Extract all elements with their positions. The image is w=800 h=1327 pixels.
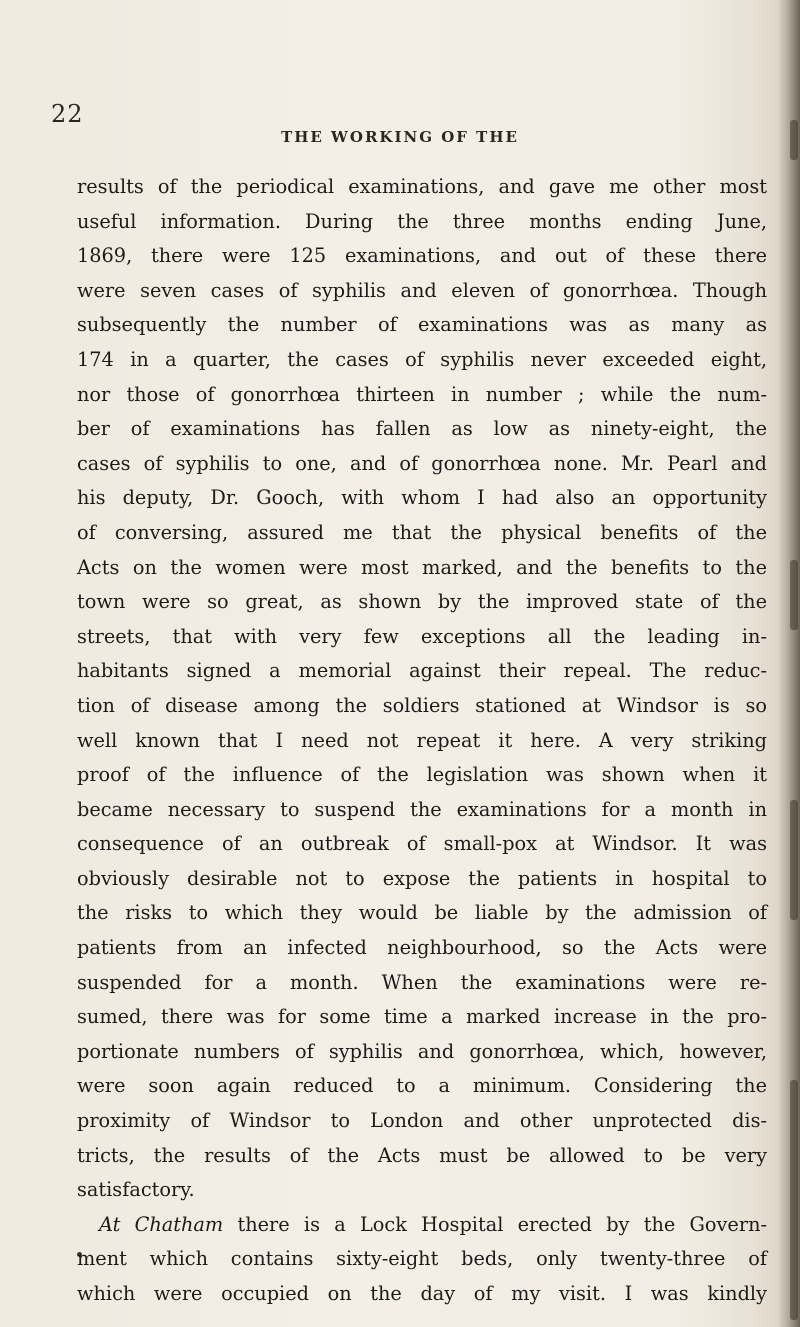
- text-line: the risks to which they would be liable by the admission of: [77, 901, 767, 925]
- text-line: habitants signed a memorial against their repeal. The reduc-: [77, 659, 767, 683]
- text-line: became necessary to suspend the examinations for a month in: [77, 797, 767, 821]
- text-line: suspended for a month. When the examinations were re-: [77, 970, 767, 994]
- text-line: well known that I need not repeat it here. A very striking: [77, 728, 767, 752]
- text-line: cases of syphilis to one, and of gonorrhœa none. Mr. Pearl and: [77, 451, 767, 475]
- text-line-rest: there is a Lock Hospital erected by the Govern-: [223, 1212, 767, 1236]
- text-line: proximity of Windsor to London and other unprotected dis-: [77, 1109, 767, 1133]
- text-line: 174 in a quarter, the cases of syphilis never exceeded eight,: [77, 347, 767, 371]
- text-line: ber of examinations has fallen as low as ninety-eight, the: [77, 417, 767, 441]
- page-edge-mark: [790, 800, 798, 920]
- text-line: proof of the influence of the legislation was shown when it: [77, 763, 767, 787]
- text-line: which were occupied on the day of my visit. I was kindly: [77, 1282, 767, 1305]
- text-line: obviously desirable not to expose the patients in hospital to: [77, 866, 767, 890]
- running-head: THE WORKING OF THE: [281, 128, 519, 146]
- text-line: Acts on the women were most marked, and the benefits to the: [77, 555, 767, 579]
- text-line: subsequently the number of examinations was as many as: [77, 313, 767, 337]
- text-line: tricts, the results of the Acts must be allowed to be very: [77, 1143, 767, 1167]
- text-line: town were so great, as shown by the improved state of the: [77, 590, 767, 614]
- text-line: nor those of gonorrhœa thirteen in number ; while the num-: [77, 382, 767, 406]
- text-line: portionate numbers of syphilis and gonorrhœa, which, however,: [77, 1039, 767, 1063]
- text-line: results of the periodical examinations, and gave me other most: [77, 175, 767, 198]
- page-edge-mark: [790, 1080, 798, 1320]
- text-line: useful information. During the three months ending June,: [77, 209, 767, 233]
- text-line: were seven cases of syphilis and eleven of gonorrhœa. Though: [77, 278, 767, 302]
- text-line: were soon again reduced to a minimum. Considering the: [77, 1074, 767, 1098]
- text-line: satisfactory.: [77, 1178, 195, 1202]
- place-name-italic: At Chatham: [99, 1212, 224, 1236]
- page-edge-mark: [790, 560, 798, 630]
- text-line: of conversing, assured me that the physical benefits of the: [77, 520, 767, 544]
- text-line: streets, that with very few exceptions all the leading in-: [77, 624, 767, 648]
- paragraph-first-line: [77, 1208, 767, 1243]
- text-line: tion of disease among the soldiers stationed at Windsor is so: [77, 693, 767, 717]
- text-line: consequence of an outbreak of small-pox at Windsor. It was: [77, 832, 767, 856]
- text-line: sumed, there was for some time a marked increase in the pro-: [77, 1005, 767, 1029]
- page-number: 22: [51, 100, 84, 128]
- text-line: his deputy, Dr. Gooch, with whom I had also an opportunity: [77, 486, 767, 510]
- body-text: [77, 170, 767, 1312]
- text-line: ment which contains sixty-eight beds, only twenty-three of: [77, 1247, 767, 1271]
- text-line: patients from an infected neighbourhood, so the Acts were: [77, 936, 767, 960]
- text-line: 1869, there were 125 examinations, and out of these there: [77, 244, 767, 268]
